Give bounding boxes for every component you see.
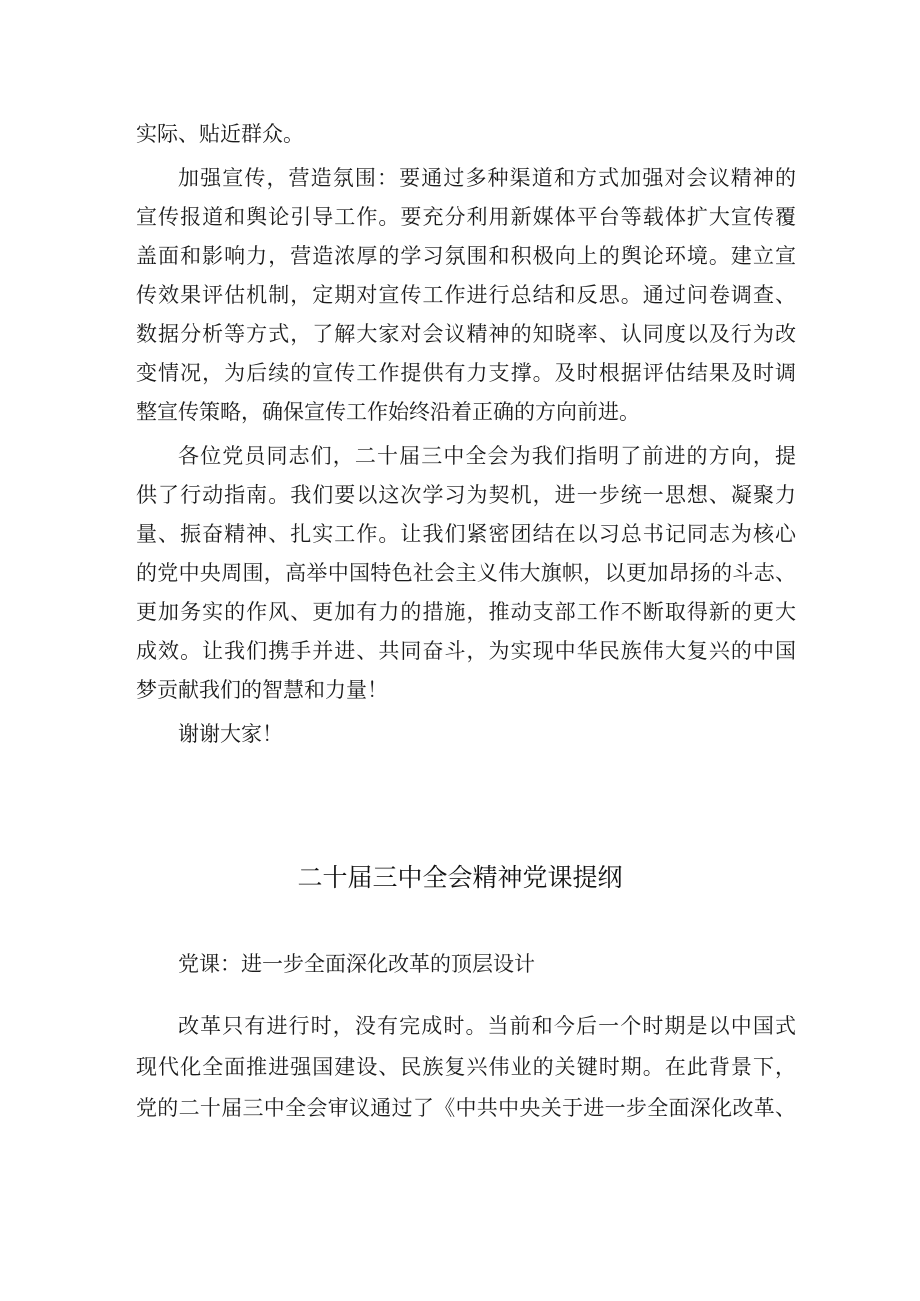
thanks-line: 谢谢大家！ — [178, 722, 283, 746]
paragraph-line: 加强宣传，营造氛围：要通过多种渠道和方式加强对会议精神的 — [178, 166, 796, 190]
paragraph-line: 量、振奋精神、扎实工作。让我们紧密团结在以习总书记同志为核心 — [136, 522, 796, 546]
section-title: 二十届三中全会精神党课提纲 — [297, 863, 623, 892]
paragraph-line: 实际、贴近群众。 — [136, 122, 304, 146]
paragraph-line: 的党中央周围，高举中国特色社会主义伟大旗帜，以更加昂扬的斗志、 — [136, 561, 796, 585]
paragraph-line: 传效果评估机制，定期对宣传工作进行总结和反思。通过问卷调查、 — [136, 283, 796, 307]
paragraph-line: 现代化全面推进强国建设、民族复兴伟业的关键时期。在此背景下， — [136, 1055, 796, 1079]
paragraph-line: 变情况，为后续的宣传工作提供有力支撑。及时根据评估结果及时调 — [136, 361, 796, 385]
paragraph-line: 数据分析等方式，了解大家对会议精神的知晓率、认同度以及行为改 — [136, 322, 796, 346]
paragraph-line: 成效。让我们携手并进、共同奋斗，为实现中华民族伟大复兴的中国 — [136, 639, 796, 663]
paragraph-line: 整宣传策略，确保宣传工作始终沿着正确的方向前进。 — [136, 400, 640, 424]
paragraph-line: 更加务实的作风、更加有力的措施，推动支部工作不断取得新的更大 — [136, 600, 796, 624]
paragraph-line: 党的二十届三中全会审议通过了《中共中央关于进一步全面深化改革、 — [136, 1096, 796, 1120]
paragraph-line: 各位党员同志们，二十届三中全会为我们指明了前进的方向，提 — [178, 444, 796, 468]
paragraph-line: 供了行动指南。我们要以这次学习为契机，进一步统一思想、凝聚力 — [136, 483, 796, 507]
paragraph-line: 梦贡献我们的智慧和力量！ — [136, 678, 388, 702]
lesson-title: 党课：进一步全面深化改革的顶层设计 — [178, 952, 535, 976]
paragraph-line: 改革只有进行时，没有完成时。当前和今后一个时期是以中国式 — [178, 1014, 796, 1038]
paragraph-line: 盖面和影响力，营造浓厚的学习氛围和积极向上的舆论环境。建立宣 — [136, 244, 796, 268]
paragraph-line: 宣传报道和舆论引导工作。要充分利用新媒体平台等载体扩大宣传覆 — [136, 205, 796, 229]
